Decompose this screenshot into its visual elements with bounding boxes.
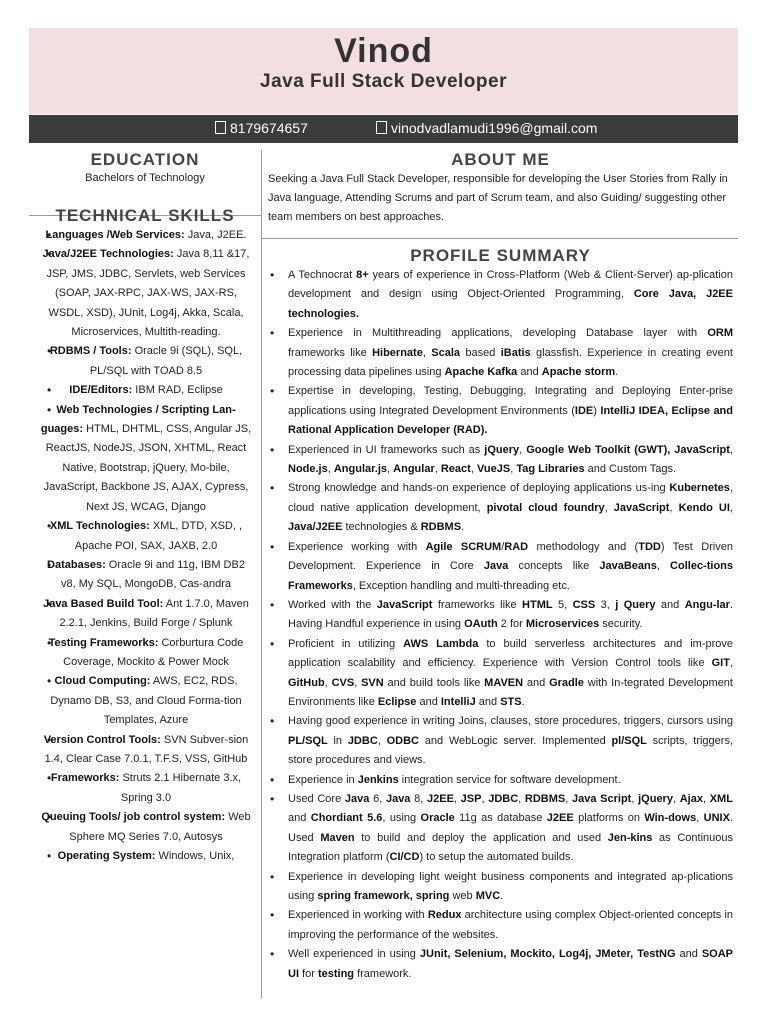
summary-text: years of experience in Cross-Platform (Web & Client-Server) ap-plication development and design using Object-Oriented Programming, [288,269,733,301]
summary-highlight: Eclipse [377,695,417,708]
skill-label: Java Based Build Tool: [43,597,164,610]
summary-text: , [518,792,525,805]
summary-highlight: Google Web Toolkit (GWT), JavaScript [526,443,730,456]
column-divider [261,150,262,998]
summary-highlight: GitHub [288,676,325,689]
summary-highlight: pivotal cloud foundry [486,501,605,514]
summary-highlight: HTML [522,598,553,611]
email-contact [376,120,597,136]
summary-highlight: Ajax [679,792,703,805]
skills-heading: TECHNICAL SKILLS [55,206,235,225]
summary-highlight: Apache storm [541,366,616,379]
summary-highlight: Angu-lar [684,598,730,611]
summary-text: , [672,792,680,805]
summary-text: , [729,443,733,456]
summary-item [268,266,733,324]
skill-value: Java 8,11 &17, JSP, JMS, JDBC, Servlets, web Services (SOAP, JAX-RPC, JAX-WS, JAX-RS, WSDL, XSD), JUnit, Log4j, Akka, Scala, Microservices, Multith-reading. [46,248,250,339]
skill-label: XML Technologies: [49,520,150,533]
summary-highlight: testing [317,967,355,980]
summary-item [268,538,733,596]
summary-highlight: SVN [361,676,384,689]
summary-text: concepts like [508,560,600,573]
resume-header [29,28,738,114]
summary-text: , cloud native application development, [288,482,733,514]
summary-highlight: Java [385,792,411,805]
summary-text: Experienced in UI frameworks such as [288,443,485,456]
skill-item [39,731,253,770]
summary-text: 2 for [497,618,526,631]
summary-text: , [434,463,441,476]
summary-highlight: MAVEN [484,676,524,689]
summary-text: , [669,501,679,514]
contact-bar [29,115,738,143]
summary-text: integration service for software development. [398,773,621,786]
summary-text: architecture using complex Object-oriented concepts in improving the performance of the websites. [288,909,734,941]
summary-highlight: jQuery [484,443,520,456]
skill-item [39,226,253,245]
summary-text: with In-tegrated Development Environments like [288,676,733,708]
summary-text: Used Core [288,792,345,805]
summary-text: Proficient in utilizing [288,637,404,650]
skill-value: Oracle 9i (SQL), SQL, PL/SQL with TOAD 8.5 [89,345,243,377]
summary-highlight: IntelliJ IDEA, Eclipse and Rational Application Developer (RAD). [288,404,733,437]
summary-text: , [470,463,477,476]
summary-text: and [475,695,501,708]
summary-text: platforms on [573,812,645,825]
skill-value: XML, DTD, XSD, , Apache POI, SAX, JAXB, 2.0 [74,520,243,552]
summary-item [268,382,733,440]
summary-text: security. [599,618,643,631]
summary-list [268,266,733,984]
summary-highlight: J2EE [546,812,574,825]
summary-highlight: RDBMS [420,521,462,534]
skill-label: Frameworks: [50,772,120,785]
summary-text: and [416,695,441,708]
summary-highlight: IDE [574,404,594,417]
summary-text: , [387,463,394,476]
summary-highlight: Redux [427,909,462,922]
summary-text: ) Test Driven Development. Experience in Core [288,540,733,573]
summary-text: , [729,501,733,514]
summary-text: frameworks like [432,598,523,611]
summary-text: methodology and ( [528,540,639,553]
summary-text: , [354,676,362,689]
summary-text: and WebLogic server. Implemented [418,734,612,747]
summary-text: . Having Handful experience in using [288,598,733,631]
summary-highlight: J2EE [427,792,454,805]
skill-item [39,517,253,556]
skill-item [39,672,253,730]
skill-label: Cloud Computing: [54,675,151,688]
summary-highlight: CSS [572,598,596,611]
summary-highlight: Jenkins [357,773,399,786]
summary-highlight: ODBC [386,734,419,747]
skill-label: Java/J2EE Technologies: [42,248,174,261]
left-column [29,150,261,866]
summary-text: and [517,366,542,379]
summary-text: framework. [354,967,412,980]
summary-highlight: RAD [504,540,529,553]
phone-number: 8179674657 [230,120,308,136]
summary-highlight: PL/SQL [288,734,328,747]
summary-text: as Continuous Integration platform ( [288,831,733,864]
summary-item [268,324,733,382]
skill-value: AWS, EC2, RDS, Dynamo DB, S3, and Cloud Forma-tion Templates, Azure [50,675,242,727]
summary-text: Experience in Multithreading applications, developing Database layer with [288,327,708,340]
skill-item [39,401,253,517]
summary-text: scripts, triggers, store procedures and views. [288,734,733,767]
summary-highlight: OAuth [464,618,498,631]
skill-value: IBM RAD, Eclipse [135,384,223,397]
summary-highlight: XML [709,792,733,805]
phone-contact [215,120,308,136]
summary-highlight: pl/SQL [611,734,647,747]
summary-text: , [519,443,527,456]
summary-highlight: JavaScript [376,598,433,611]
summary-highlight: Oracle [420,812,455,825]
summary-highlight: Jen-kins [607,831,653,844]
summary-highlight: AWS Lambda [403,637,479,650]
summary-text: Strong knowledge and hands-on experience of deploying applications us-ing [288,482,670,495]
education-heading: EDUCATION [90,150,200,169]
skill-label: Languages /Web Services: [45,229,185,241]
summary-highlight: Tag Libraries [516,463,585,476]
summary-text: 8, [410,792,427,805]
summary-highlight: Angular.js [333,463,388,476]
summary-text: and Custom Tags. [584,463,677,476]
summary-text: , [696,812,704,825]
summary-text: ) to setup the automated builds. [419,851,574,864]
summary-text: , [481,792,489,805]
summary-text: and build tools like [383,676,485,689]
summary-highlight: Win-dows [644,812,697,825]
summary-text: Worked with the [288,598,377,611]
summary-heading: PROFILE SUMMARY [410,246,591,265]
skill-value: Struts 2.1 Hibernate 3.x, Spring 3.0 [120,772,242,804]
summary-highlight: STS [500,695,522,708]
phone-icon [215,121,226,134]
summary-text: technologies & [342,521,421,534]
summary-text: , [453,792,461,805]
summary-text: . Used [288,812,733,844]
education-degree: Bachelors of Technology [85,172,205,184]
summary-highlight: SOAP UI [288,948,734,980]
summary-text: and [288,812,311,825]
skill-value: Oracle 9i and 11g, IBM DB2 v8, My SQL, MongoDB, Cas-andra [61,558,245,591]
summary-text: web [449,890,476,902]
summary-highlight: jQuery [638,792,673,805]
summary-text: 6, [369,792,386,805]
summary-highlight: Apache Kafka [444,366,518,379]
skill-label: RDBMS / Tools: [49,345,132,358]
summary-text: , [327,463,334,476]
skill-label: Testing Frameworks: [48,636,159,649]
summary-highlight: Java Script [572,792,632,805]
summary-highlight: Gradle [549,676,584,689]
summary-text: Expertise in developing, Testing, Debugging, Integrating and Deploying Enter-prise applications using Integrated Development Environments ( [288,385,733,417]
skill-value: Windows, Unix, [158,850,235,862]
summary-highlight: Maven [320,831,355,844]
summary-text: . [521,695,525,708]
summary-text: for [299,967,318,980]
summary-text: Well experienced in using [288,948,420,961]
summary-highlight: Node.js [288,463,328,476]
skill-label: Operating System: [57,850,156,862]
summary-item [268,868,733,907]
summary-highlight: Angular [393,463,435,476]
summary-item [268,441,733,480]
summary-text: . [500,890,504,902]
summary-text: , [324,676,332,689]
summary-text: 11g as database [454,812,547,825]
skill-item [39,556,253,595]
summary-highlight: JavaBeans [599,560,657,573]
summary-text: / [501,540,505,553]
summary-item [268,906,733,945]
summary-highlight: 8+ [356,269,369,281]
skill-value: SVN Subver-sion 1.4, Clear Case 7.0.1, T.F.S, VSS, GitHub [44,733,249,765]
summary-highlight: Scala [431,346,460,359]
summary-text: based [460,346,501,359]
summary-highlight: JSP [460,792,482,805]
summary-text: , Exception handling and multi-threading etc. [352,579,570,592]
skill-value: Java, J2EE. [187,229,247,241]
skill-value: HTML, DHTML, CSS, Angular JS, ReactJS, NodeJS, JSON, XHTML, React Native, Bootstrap, jQuery, Mo-bile, JavaScript, Backbone JS, AJAX, Cypress, Next JS, WCAG, Django [43,423,252,513]
about-text: Seeking a Java Full Stack Developer, responsible for developing the User Stories from Rally in Java language, Attending Scrums and part of Scrum team, and also Guiding/ suggesting other team members on best approaches. [268,173,728,223]
summary-text: 3, [595,598,616,611]
summary-highlight: UNIX [703,812,730,825]
email-address: vinodvadlamudi1996@gmail.com [391,120,598,136]
summary-text: . [615,366,619,379]
summary-text: Experience in developing light weight business components and integrated ap-plications using [288,870,733,902]
summary-highlight: VueJS [476,463,511,476]
summary-highlight: Kubernetes [669,482,730,495]
summary-highlight: iBatis [500,346,531,359]
summary-highlight: Java [483,560,509,573]
skill-label: Version Control Tools: [43,733,161,746]
summary-highlight: TDD [638,540,661,553]
summary-text: to build serverless architectures and im-prove application scalability and efficiency. Experience with Version Control tools like [288,637,733,670]
skill-item [39,847,253,866]
summary-text: , [377,734,387,747]
summary-text: to build and deploy the application and used [354,831,608,844]
skill-item [39,808,253,847]
summary-highlight: JavaScript [613,501,670,514]
skills-list [29,226,261,866]
summary-highlight: CVS [331,676,355,689]
summary-text: Experienced in working with [288,909,428,922]
right-column [268,150,733,984]
skill-item [39,769,253,808]
summary-text: frameworks like [288,346,373,359]
summary-highlight: JDBC [488,792,519,805]
summary-highlight: Hibernate [372,346,423,359]
skill-item [39,634,253,673]
summary-text: Experience in [288,773,358,786]
summary-text: , using [382,812,421,825]
skill-label: Databases: [47,558,106,571]
summary-text: ) [593,404,601,417]
summary-highlight: React [440,463,471,476]
summary-text: , [631,792,639,805]
about-heading: ABOUT ME [451,150,550,169]
summary-highlight: Agile SCRUM [425,540,502,553]
summary-highlight: JUnit, Selenium, Mockito, Log4j, JMeter, TestNG [419,948,676,961]
summary-text: , [565,792,573,805]
summary-text: , [656,560,671,573]
summary-item [268,790,733,868]
summary-highlight: Java/J2EE [288,521,343,534]
summary-highlight: MVC [475,890,501,902]
summary-highlight: CI/CD [389,851,420,864]
summary-highlight: j Query [615,598,656,611]
summary-text: , [510,463,517,476]
summary-text: in [327,734,348,747]
summary-item [268,771,733,790]
skill-item [39,342,253,381]
skill-label: Web Technologies / Scripting Lan-guages: [40,403,236,436]
skill-item [39,245,253,342]
summary-item [268,945,733,984]
summary-highlight: ORM [707,327,733,340]
summary-item [268,712,733,770]
skill-value: Corburtura Code Coverage, Mockito & Power Mock [63,636,244,668]
summary-text: and [523,676,550,689]
skill-item [39,595,253,634]
skill-value: Ant 1.7.0, Maven 2.2.1, Jenkins, Build Forge / Splunk [59,597,249,630]
email-icon [376,121,387,134]
summary-highlight: RDBMS [524,792,566,805]
job-title: Java Full Stack Developer [260,71,507,92]
summary-item [268,479,733,537]
summary-highlight: Collec-tions Frameworks [288,560,733,592]
summary-highlight: Core Java, J2EE technologies. [288,288,733,320]
summary-text: glassfish. Experience in creating event processing data pipelines using [288,346,733,379]
summary-highlight: GIT [711,657,730,670]
summary-item [268,635,733,713]
summary-highlight: JDBC [347,734,378,747]
skill-label: Queuing Tools/ job control system: [41,811,226,824]
skill-item [39,381,253,400]
summary-highlight: Java [344,792,370,805]
summary-text: Experience working with [288,540,426,553]
summary-text: , [729,657,733,670]
summary-highlight: spring framework, spring [317,890,450,902]
summary-text: and [655,598,685,611]
summary-text: 5, [552,598,573,611]
summary-text: . [461,521,465,534]
summary-text: , [422,346,432,359]
summary-highlight: Kendo UI [678,501,730,514]
summary-item [268,596,733,635]
summary-text: Having good experience in writing Joins, clauses, store procedures, triggers, cursors using [288,715,733,728]
skill-value: Web Sphere MQ Series 7.0, Autosys [69,811,251,843]
summary-text: , [604,501,614,514]
summary-highlight: Chordiant 5.6 [310,812,383,825]
summary-text: A Technocrat [288,269,357,281]
candidate-name: Vinod [334,32,433,70]
summary-text: , [702,792,710,805]
skill-label: IDE/Editors: [69,384,133,397]
summary-highlight: IntelliJ [440,695,476,708]
summary-highlight: Microservices [525,618,600,631]
summary-text: and [675,948,702,961]
